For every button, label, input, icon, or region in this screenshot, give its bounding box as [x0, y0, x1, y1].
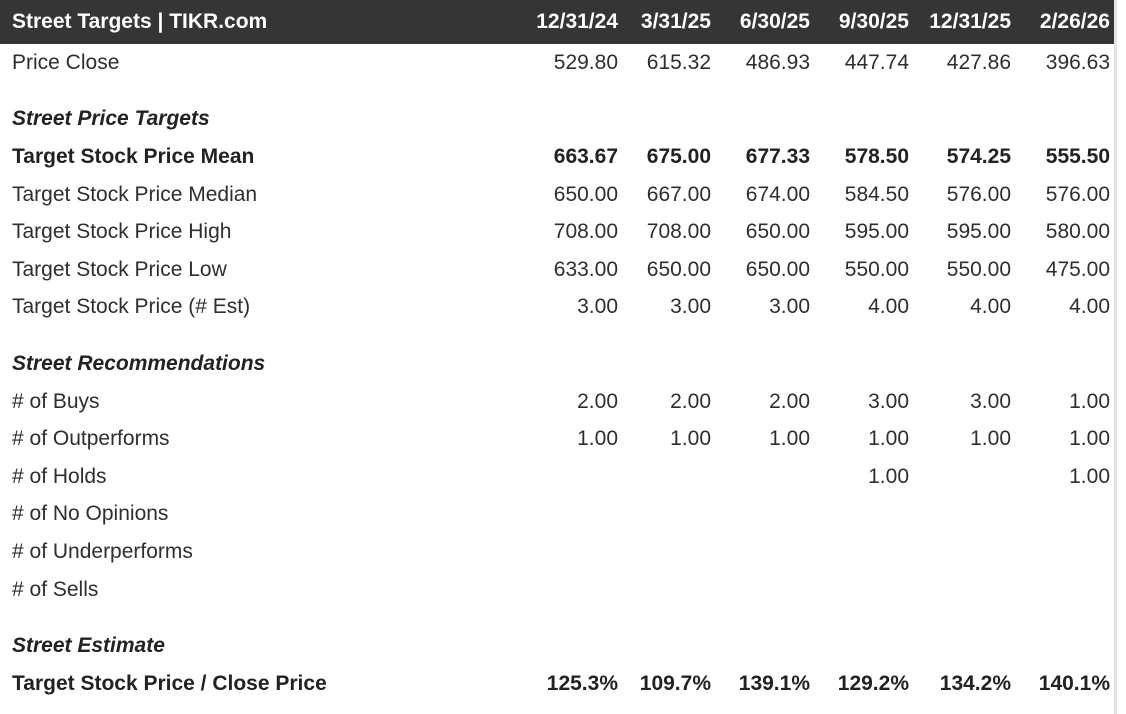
cell-value: 555.50 — [1045, 144, 1110, 168]
table-title: Street Targets | TIKR.com — [0, 0, 516, 44]
cell-value: 1.00 — [868, 427, 909, 451]
cell-value: 4.00 — [1069, 295, 1110, 319]
cell-value: 1.00 — [970, 427, 1011, 451]
cell-value — [715, 533, 814, 571]
cell-value: 595.00 — [844, 220, 909, 244]
cell-value — [814, 571, 913, 609]
cell-value — [1015, 496, 1114, 534]
row-underperforms — [0, 533, 1114, 571]
cell-value: 1.00 — [868, 464, 909, 488]
cell-value: 550.00 — [946, 257, 1011, 281]
cell-value: 584.50 — [844, 182, 909, 206]
cell-value: 125.3% — [546, 671, 618, 695]
cell-value — [516, 458, 622, 496]
cell-value: 140.1% — [1038, 671, 1110, 695]
cell-value: 615.32 — [646, 50, 711, 74]
cell-value: 109.7% — [639, 671, 711, 695]
cell-value: 677.33 — [745, 144, 810, 168]
row-label: Target Stock Price / Close Price — [12, 671, 327, 695]
cell-value: 139.1% — [738, 671, 810, 695]
cell-value: 578.50 — [844, 144, 909, 168]
cell-value: 3.00 — [577, 295, 618, 319]
cell-value: 1.00 — [1069, 389, 1110, 413]
row-target-low — [0, 251, 1114, 289]
row-target-high — [0, 213, 1114, 251]
cell-value: 1.00 — [1069, 427, 1110, 451]
cell-value — [715, 571, 814, 609]
cell-value: 4.00 — [868, 295, 909, 319]
cell-value: 486.93 — [745, 50, 810, 74]
row-sells — [0, 571, 1114, 609]
row-target-est — [0, 289, 1114, 327]
cell-value: 134.2% — [939, 671, 1011, 695]
row-label: # of Outperforms — [12, 427, 170, 451]
cell-value — [1015, 533, 1114, 571]
cell-value — [913, 496, 1015, 534]
cell-value: 1.00 — [577, 427, 618, 451]
cell-value: 674.00 — [745, 182, 810, 206]
section-heading: Street Recommendations — [12, 351, 266, 375]
cell-value: 4.00 — [970, 295, 1011, 319]
row-target-median — [0, 176, 1114, 214]
cell-value: 650.00 — [745, 220, 810, 244]
cell-value: 633.00 — [553, 257, 618, 281]
cell-value — [913, 533, 1015, 571]
cell-value: 427.86 — [946, 50, 1011, 74]
table-header — [0, 0, 1114, 44]
cell-value: 574.25 — [946, 144, 1011, 168]
row-label: Price Close — [12, 50, 120, 74]
row-spacer — [0, 326, 1114, 345]
row-label: # of No Opinions — [12, 502, 169, 526]
cell-value: 2.00 — [769, 389, 810, 413]
row-label: Target Stock Price Low — [12, 257, 227, 281]
cell-value: 576.00 — [946, 182, 1011, 206]
cell-value: 675.00 — [646, 144, 711, 168]
row-outperforms — [0, 420, 1114, 458]
row-holds — [0, 458, 1114, 496]
cell-value: 550.00 — [844, 257, 909, 281]
cell-value — [715, 458, 814, 496]
section-street-price-targets — [0, 101, 1114, 139]
row-target-close-ratio — [0, 665, 1114, 703]
row-spacer — [0, 608, 1114, 627]
cell-value: 1.00 — [670, 427, 711, 451]
cell-value: 3.00 — [868, 389, 909, 413]
cell-value: 595.00 — [946, 220, 1011, 244]
cell-value: 667.00 — [646, 182, 711, 206]
row-price-close — [0, 44, 1114, 82]
cell-value — [622, 496, 715, 534]
cell-value — [814, 533, 913, 571]
cell-value — [814, 496, 913, 534]
cell-value: 396.63 — [1045, 50, 1110, 74]
cell-value — [622, 571, 715, 609]
section-street-estimate — [0, 627, 1114, 665]
cell-value: 3.00 — [970, 389, 1011, 413]
column-header-date[interactable]: 12/31/24 — [516, 0, 622, 44]
cell-value — [516, 571, 622, 609]
cell-value: 708.00 — [646, 220, 711, 244]
row-label: Target Stock Price Median — [12, 182, 258, 206]
row-label: Target Stock Price High — [12, 220, 232, 244]
cell-value — [516, 496, 622, 534]
row-label: # of Sells — [12, 577, 99, 601]
cell-value: 663.67 — [553, 144, 618, 168]
row-label: # of Underperforms — [12, 539, 193, 563]
cell-value — [913, 458, 1015, 496]
section-heading: Street Price Targets — [12, 107, 210, 131]
cell-value — [516, 533, 622, 571]
cell-value: 576.00 — [1045, 182, 1110, 206]
cell-value — [622, 458, 715, 496]
cell-value: 3.00 — [670, 295, 711, 319]
cell-value: 650.00 — [646, 257, 711, 281]
section-heading: Street Estimate — [12, 634, 165, 658]
row-no-opinions — [0, 496, 1114, 534]
cell-value: 708.00 — [553, 220, 618, 244]
cell-value: 2.00 — [670, 389, 711, 413]
cell-value: 3.00 — [769, 295, 810, 319]
column-header-date[interactable]: 3/31/25 — [622, 0, 715, 44]
column-header-date[interactable]: 9/30/25 — [814, 0, 913, 44]
row-label: Target Stock Price (# Est) — [12, 295, 251, 319]
cell-value — [622, 533, 715, 571]
row-label: # of Buys — [12, 389, 100, 413]
row-label: # of Holds — [12, 464, 107, 488]
row-label: Target Stock Price Mean — [12, 144, 255, 168]
cell-value — [715, 496, 814, 534]
cell-value — [913, 571, 1015, 609]
cell-value: 475.00 — [1045, 257, 1110, 281]
cell-value: 650.00 — [745, 257, 810, 281]
cell-value: 650.00 — [553, 182, 618, 206]
row-spacer — [0, 82, 1114, 101]
cell-value: 580.00 — [1045, 220, 1110, 244]
cell-value: 129.2% — [837, 671, 909, 695]
row-target-mean — [0, 138, 1114, 176]
row-buys — [0, 383, 1114, 421]
column-header-date[interactable]: 2/26/26 — [1015, 0, 1114, 44]
section-street-recommendations — [0, 345, 1114, 383]
column-header-date[interactable]: 6/30/25 — [715, 0, 814, 44]
cell-value: 2.00 — [577, 389, 618, 413]
cell-value: 1.00 — [769, 427, 810, 451]
cell-value: 1.00 — [1069, 464, 1110, 488]
column-header-date[interactable]: 12/31/25 — [913, 0, 1015, 44]
cell-value: 447.74 — [844, 50, 909, 74]
cell-value — [1015, 571, 1114, 609]
cell-value: 529.80 — [553, 50, 618, 74]
